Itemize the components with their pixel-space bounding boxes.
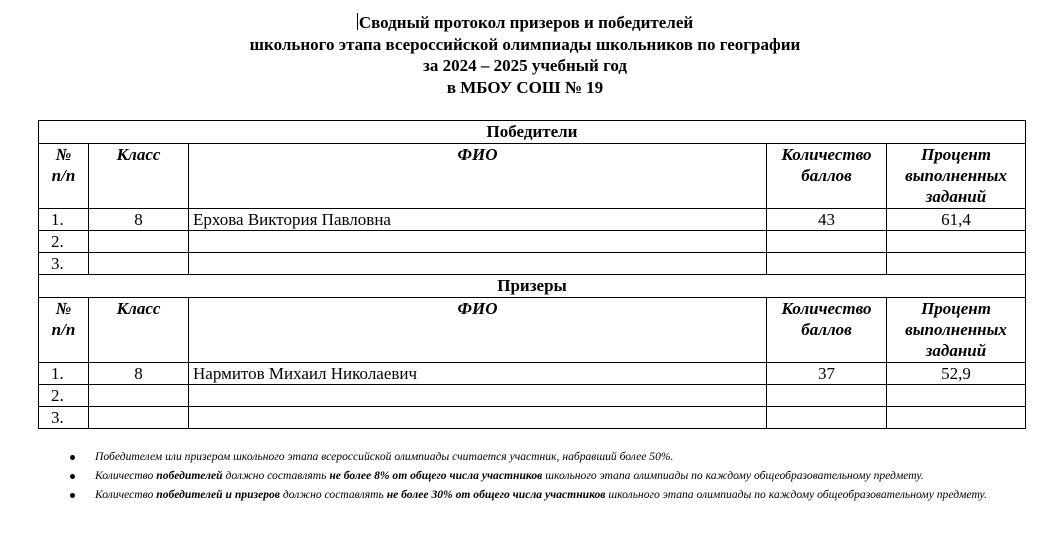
cell-percent: 52,9 — [887, 363, 1026, 385]
prizewinners-header-row — [39, 298, 1026, 363]
bullet-icon — [70, 493, 75, 498]
header-fio: ФИО — [189, 144, 767, 209]
cell-score — [767, 385, 887, 407]
cell-class — [89, 407, 189, 429]
prizewinners-section-row — [39, 275, 1026, 298]
cell-fio: Нармитов Михаил Николаевич — [189, 363, 767, 385]
cell-percent — [887, 253, 1026, 275]
header-score: Количество баллов — [767, 298, 887, 363]
bullet-icon — [70, 455, 75, 460]
table-row — [39, 231, 1026, 253]
cell-fio — [189, 231, 767, 253]
table-row — [39, 253, 1026, 275]
results-table — [38, 120, 1026, 429]
header-num: № п/п — [39, 144, 89, 209]
cell-fio — [189, 407, 767, 429]
header-fio: ФИО — [189, 298, 767, 363]
note-item — [70, 467, 1010, 485]
cell-score — [767, 407, 887, 429]
cell-percent — [887, 385, 1026, 407]
table-row — [39, 363, 1026, 385]
header-percent: Процент выполненных заданий — [887, 298, 1026, 363]
cell-fio — [189, 253, 767, 275]
header-class: Класс — [89, 298, 189, 363]
cell-class: 8 — [89, 209, 189, 231]
header-percent: Процент выполненных заданий — [887, 144, 1026, 209]
cell-class — [89, 231, 189, 253]
cell-num: 2. — [39, 385, 89, 407]
text-cursor — [357, 13, 358, 30]
table-row — [39, 209, 1026, 231]
header-class: Класс — [89, 144, 189, 209]
note-text: Количество победителей должно составлять не более 8% от общего числа участников школьного этапа олимпиады по каждому общеобразовательному предмету. — [95, 469, 924, 482]
cell-class: 8 — [89, 363, 189, 385]
note-item — [70, 486, 1010, 504]
notes-list — [70, 448, 1010, 505]
cell-num: 3. — [39, 253, 89, 275]
cell-score: 37 — [767, 363, 887, 385]
header-num: № п/п — [39, 298, 89, 363]
winners-section-row — [39, 121, 1026, 144]
title-line-4: в МБОУ СОШ № 19 — [446, 77, 604, 97]
winners-header-row — [39, 144, 1026, 209]
cell-class — [89, 385, 189, 407]
cell-score: 43 — [767, 209, 887, 231]
prizewinners-section-title: Призеры — [39, 275, 1026, 298]
cell-score — [767, 231, 887, 253]
note-text: Победителем или призером школьного этапа всероссийской олимпиады считается участник, набравший более 50%. — [95, 450, 674, 463]
title-line-2: школьного этапа всероссийской олимпиады школьников по географии — [249, 34, 801, 54]
title-line-1: Сводный протокол призеров и победителей — [358, 13, 694, 32]
cell-num: 3. — [39, 407, 89, 429]
cell-percent — [887, 231, 1026, 253]
cell-num: 2. — [39, 231, 89, 253]
cell-num: 1. — [39, 363, 89, 385]
cell-fio: Ерхова Виктория Павловна — [189, 209, 767, 231]
cell-num: 1. — [39, 209, 89, 231]
bullet-icon — [70, 474, 75, 479]
cell-fio — [189, 385, 767, 407]
cell-percent: 61,4 — [887, 209, 1026, 231]
cell-class — [89, 253, 189, 275]
winners-section-title: Победители — [39, 121, 1026, 144]
document-title — [0, 12, 1050, 98]
cell-percent — [887, 407, 1026, 429]
title-line-3: за 2024 – 2025 учебный год — [423, 56, 627, 75]
note-text: Количество победителей и призеров должно составлять не более 30% от общего числа участников школьного этапа олимпиады по каждому общеобразовательному предмету. — [95, 488, 987, 501]
note-item — [70, 448, 1010, 466]
table-row — [39, 407, 1026, 429]
cell-score — [767, 253, 887, 275]
table-row — [39, 385, 1026, 407]
header-score: Количество баллов — [767, 144, 887, 209]
